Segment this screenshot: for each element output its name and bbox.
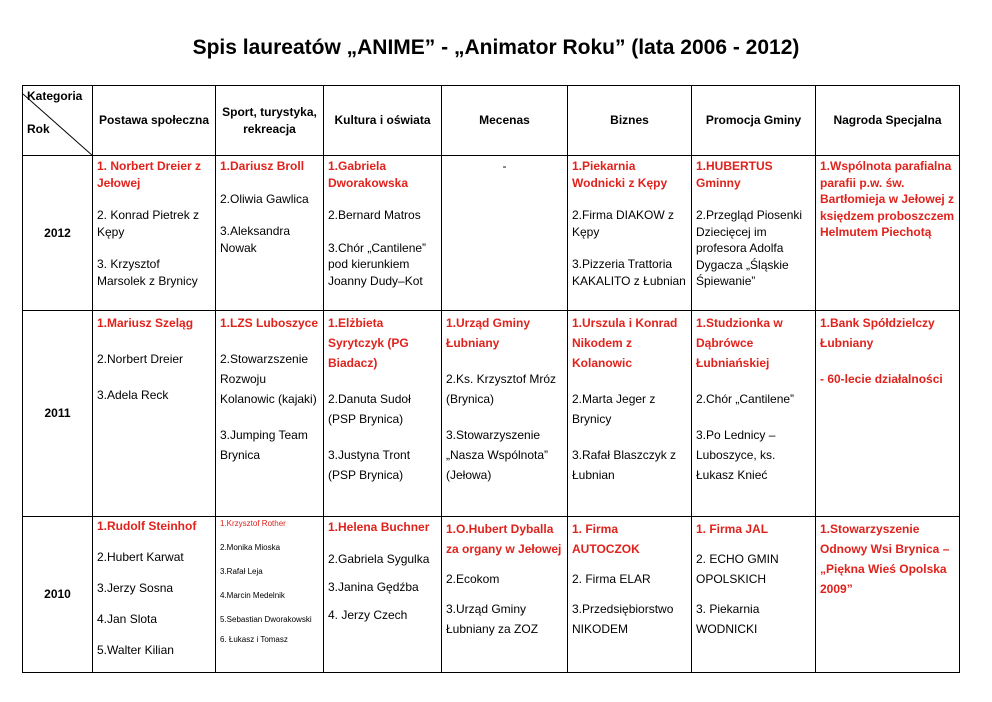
col-kultura: Kultura i oświata — [324, 86, 442, 156]
row-2011 — [23, 311, 960, 517]
laureate-1: 1.Gabriela Dworakowska — [328, 159, 409, 190]
laureate-2: 2.Norbert Dreier — [97, 352, 184, 366]
year-cell: 2010 — [23, 517, 93, 673]
col-mecenas: Mecenas — [442, 86, 568, 156]
laureate-2: 2.Przegląd Piosenki Dziecięcej im profesora Adolfa Dygacza „Śląskie Śpiewanie” — [696, 208, 803, 288]
cell-2011-biznes — [568, 311, 692, 517]
row-2012 — [23, 156, 960, 311]
cell-2010-promocja — [692, 517, 816, 673]
laureate-2: 2.Ks. Krzysztof Mróz (Brynica) — [446, 372, 557, 406]
laureate-3: 3.Rafał Blaszczyk z Łubnian — [572, 448, 677, 482]
cell-2012-sport — [216, 156, 324, 311]
laureate-1: 1.Krzysztof Rother — [220, 519, 286, 528]
year-cell: 2011 — [23, 311, 93, 517]
cell-2011-sport — [216, 311, 324, 517]
laureate-5: 5.Walter Kilian — [97, 643, 174, 657]
laureate-2: 2.Oliwia Gawlica — [220, 191, 309, 206]
cell-2011-mecenas — [442, 311, 568, 517]
cell-2012-postawa — [93, 156, 216, 311]
laureate-1: 1.Stowarzyszenie Odnowy Wsi Brynica – „Piękna Wieś Opolska 2009” — [820, 522, 950, 596]
laureate-1: 1. Firma JAL — [696, 522, 769, 536]
laureate-3: 3.Po Lednicy – Luboszyce, ks. Łukasz Knieć — [696, 428, 776, 482]
laureate-1: 1. Norbert Dreier z Jełowej — [97, 159, 202, 190]
col-specjalna: Nagroda Specjalna — [816, 86, 960, 156]
cell-2010-sport — [216, 517, 324, 673]
laureate-2: 2.Chór „Cantilene” — [696, 392, 795, 406]
cell-2010-mecenas — [442, 517, 568, 673]
col-sport: Sport, turystyka, rekreacja — [216, 86, 324, 156]
category-year-header — [23, 86, 93, 156]
row-2010 — [23, 517, 960, 673]
cell-2012-specjalna — [816, 156, 960, 311]
laureate-3: 3.Urząd Gminy Łubniany za ZOZ — [446, 602, 539, 636]
laureate-2: 2.Danuta Sudoł (PSP Brynica) — [328, 392, 411, 426]
laureate-3: 3.Janina Gędźba — [328, 580, 419, 594]
laureate-3: 3.Rafał Leja — [220, 567, 263, 576]
laureate-1: 1. Firma AUTOCZOK — [572, 522, 640, 556]
laureate-6: 6. Łukasz i Tomasz — [220, 635, 288, 644]
laureate-4: 4. Jerzy Czech — [328, 608, 408, 622]
laureate-2: 2. ECHO GMIN OPOLSKICH — [696, 552, 779, 586]
col-postawa: Postawa społeczna — [93, 86, 216, 156]
cell-2012-promocja — [692, 156, 816, 311]
laureate-2: 2.Firma DIAKOW z Kępy — [572, 208, 675, 239]
cell-2011-postawa — [93, 311, 216, 517]
laureate-3: 3.Justyna Tront (PSP Brynica) — [328, 448, 411, 482]
laureate-5: 5.Sebastian Dworakowski — [220, 615, 312, 624]
laureate-2: 2.Ecokom — [446, 572, 500, 586]
header-row — [23, 86, 960, 156]
cell-2010-postawa — [93, 517, 216, 673]
cell-2012-mecenas — [442, 156, 568, 311]
cell-2010-biznes — [568, 517, 692, 673]
laureate-3: 3.Stowarzyszenie „Nasza Wspólnota” (Jełowa) — [446, 428, 549, 482]
laureates-table — [22, 85, 960, 673]
laureate-note: - 60-lecie działalności — [820, 372, 943, 386]
laureate-3: 3.Jerzy Sosna — [97, 581, 174, 595]
cell-2011-kultura — [324, 311, 442, 517]
cell-2012-kultura — [324, 156, 442, 311]
laureate-1: 1.Dariusz Broll — [220, 159, 305, 173]
cell-2010-specjalna — [816, 517, 960, 673]
laureate-1: 1.Piekarnia Wodnicki z Kępy — [572, 159, 668, 190]
year-cell: 2012 — [23, 156, 93, 311]
laureate-2: 2.Monika Mioska — [220, 543, 281, 552]
laureate-1: 1.Elżbieta Syrytczyk (PG Biadacz) — [328, 316, 409, 370]
laureate-3: 3. Piekarnia WODNICKI — [696, 602, 760, 636]
laureate-1: 1.HUBERTUS Gminny — [696, 159, 773, 190]
laureate-1: 1.O.Hubert Dyballa za organy w Jełowej — [446, 522, 562, 556]
laureate-2: 2. Konrad Pietrek z Kępy — [97, 208, 200, 239]
laureate-2: 2.Marta Jeger z Brynicy — [572, 392, 656, 426]
cell-2011-promocja — [692, 311, 816, 517]
laureate-2: 2.Bernard Matros — [328, 208, 421, 222]
laureate-1: 1.Studzionka w Dąbrówce Łubniańskiej — [696, 316, 783, 370]
laureate-3: 3. Krzysztof Marsolek z Brynicy — [97, 257, 198, 288]
laureate-1: 1.Urząd Gminy Łubniany — [446, 316, 531, 350]
col-promocja: Promocja Gminy — [692, 86, 816, 156]
laureate-1: 1.Rudolf Steinhof — [97, 519, 197, 533]
laureate-2: 2.Gabriela Sygulka — [328, 552, 430, 566]
page-title: Spis laureatów „ANIME” - „Animator Roku” (lata 2006 - 2012) — [192, 36, 800, 59]
laureate-3: 3.Aleksandra Nowak — [220, 224, 291, 255]
laureate-1: 1.Urszula i Konrad Nikodem z Kolanowic — [572, 316, 678, 370]
laureate-3: 3.Pizzeria Trattoria KAKALITO z Łubnian — [572, 257, 686, 288]
laureate-3: 3.Adela Reck — [97, 388, 169, 402]
cell-2011-specjalna — [816, 311, 960, 517]
no-laureate-dash: - — [502, 159, 507, 173]
laureate-2: 2.Hubert Karwat — [97, 550, 184, 564]
laureate-3: 3.Jumping Team Brynica — [220, 428, 308, 462]
laureate-1: 1.Bank Spółdzielczy Łubniany — [820, 316, 935, 350]
cell-2012-biznes — [568, 156, 692, 311]
laureate-3: 3.Chór „Cantilene” pod kierunkiem Joanny Dudy–Kot — [328, 240, 427, 288]
laureate-1: 1.Wspólnota parafialna parafii p.w. św. Bartłomieja w Jełowej z księdzem proboszczem Helmutem Piechotą — [820, 159, 955, 239]
laureate-2: 2.Stowarzszenie Rozwoju Kolanowic (kajaki) — [220, 352, 317, 406]
laureate-1: 1.Helena Buchner — [328, 520, 430, 534]
laureate-1: 1.Mariusz Szeląg — [97, 316, 194, 330]
cell-2010-kultura — [324, 517, 442, 673]
laureate-4: 4.Jan Slota — [97, 612, 158, 626]
laureate-3: 3.Przedsiębiorstwo NIKODEM — [572, 602, 674, 636]
laureate-4: 4.Marcin Medelnik — [220, 591, 285, 600]
laureate-1: 1.LZS Luboszyce — [220, 316, 319, 330]
rok-label: Rok — [27, 122, 50, 136]
kategoria-label: Kategoria — [27, 89, 83, 103]
laureate-2: 2. Firma ELAR — [572, 572, 651, 586]
col-biznes: Biznes — [568, 86, 692, 156]
